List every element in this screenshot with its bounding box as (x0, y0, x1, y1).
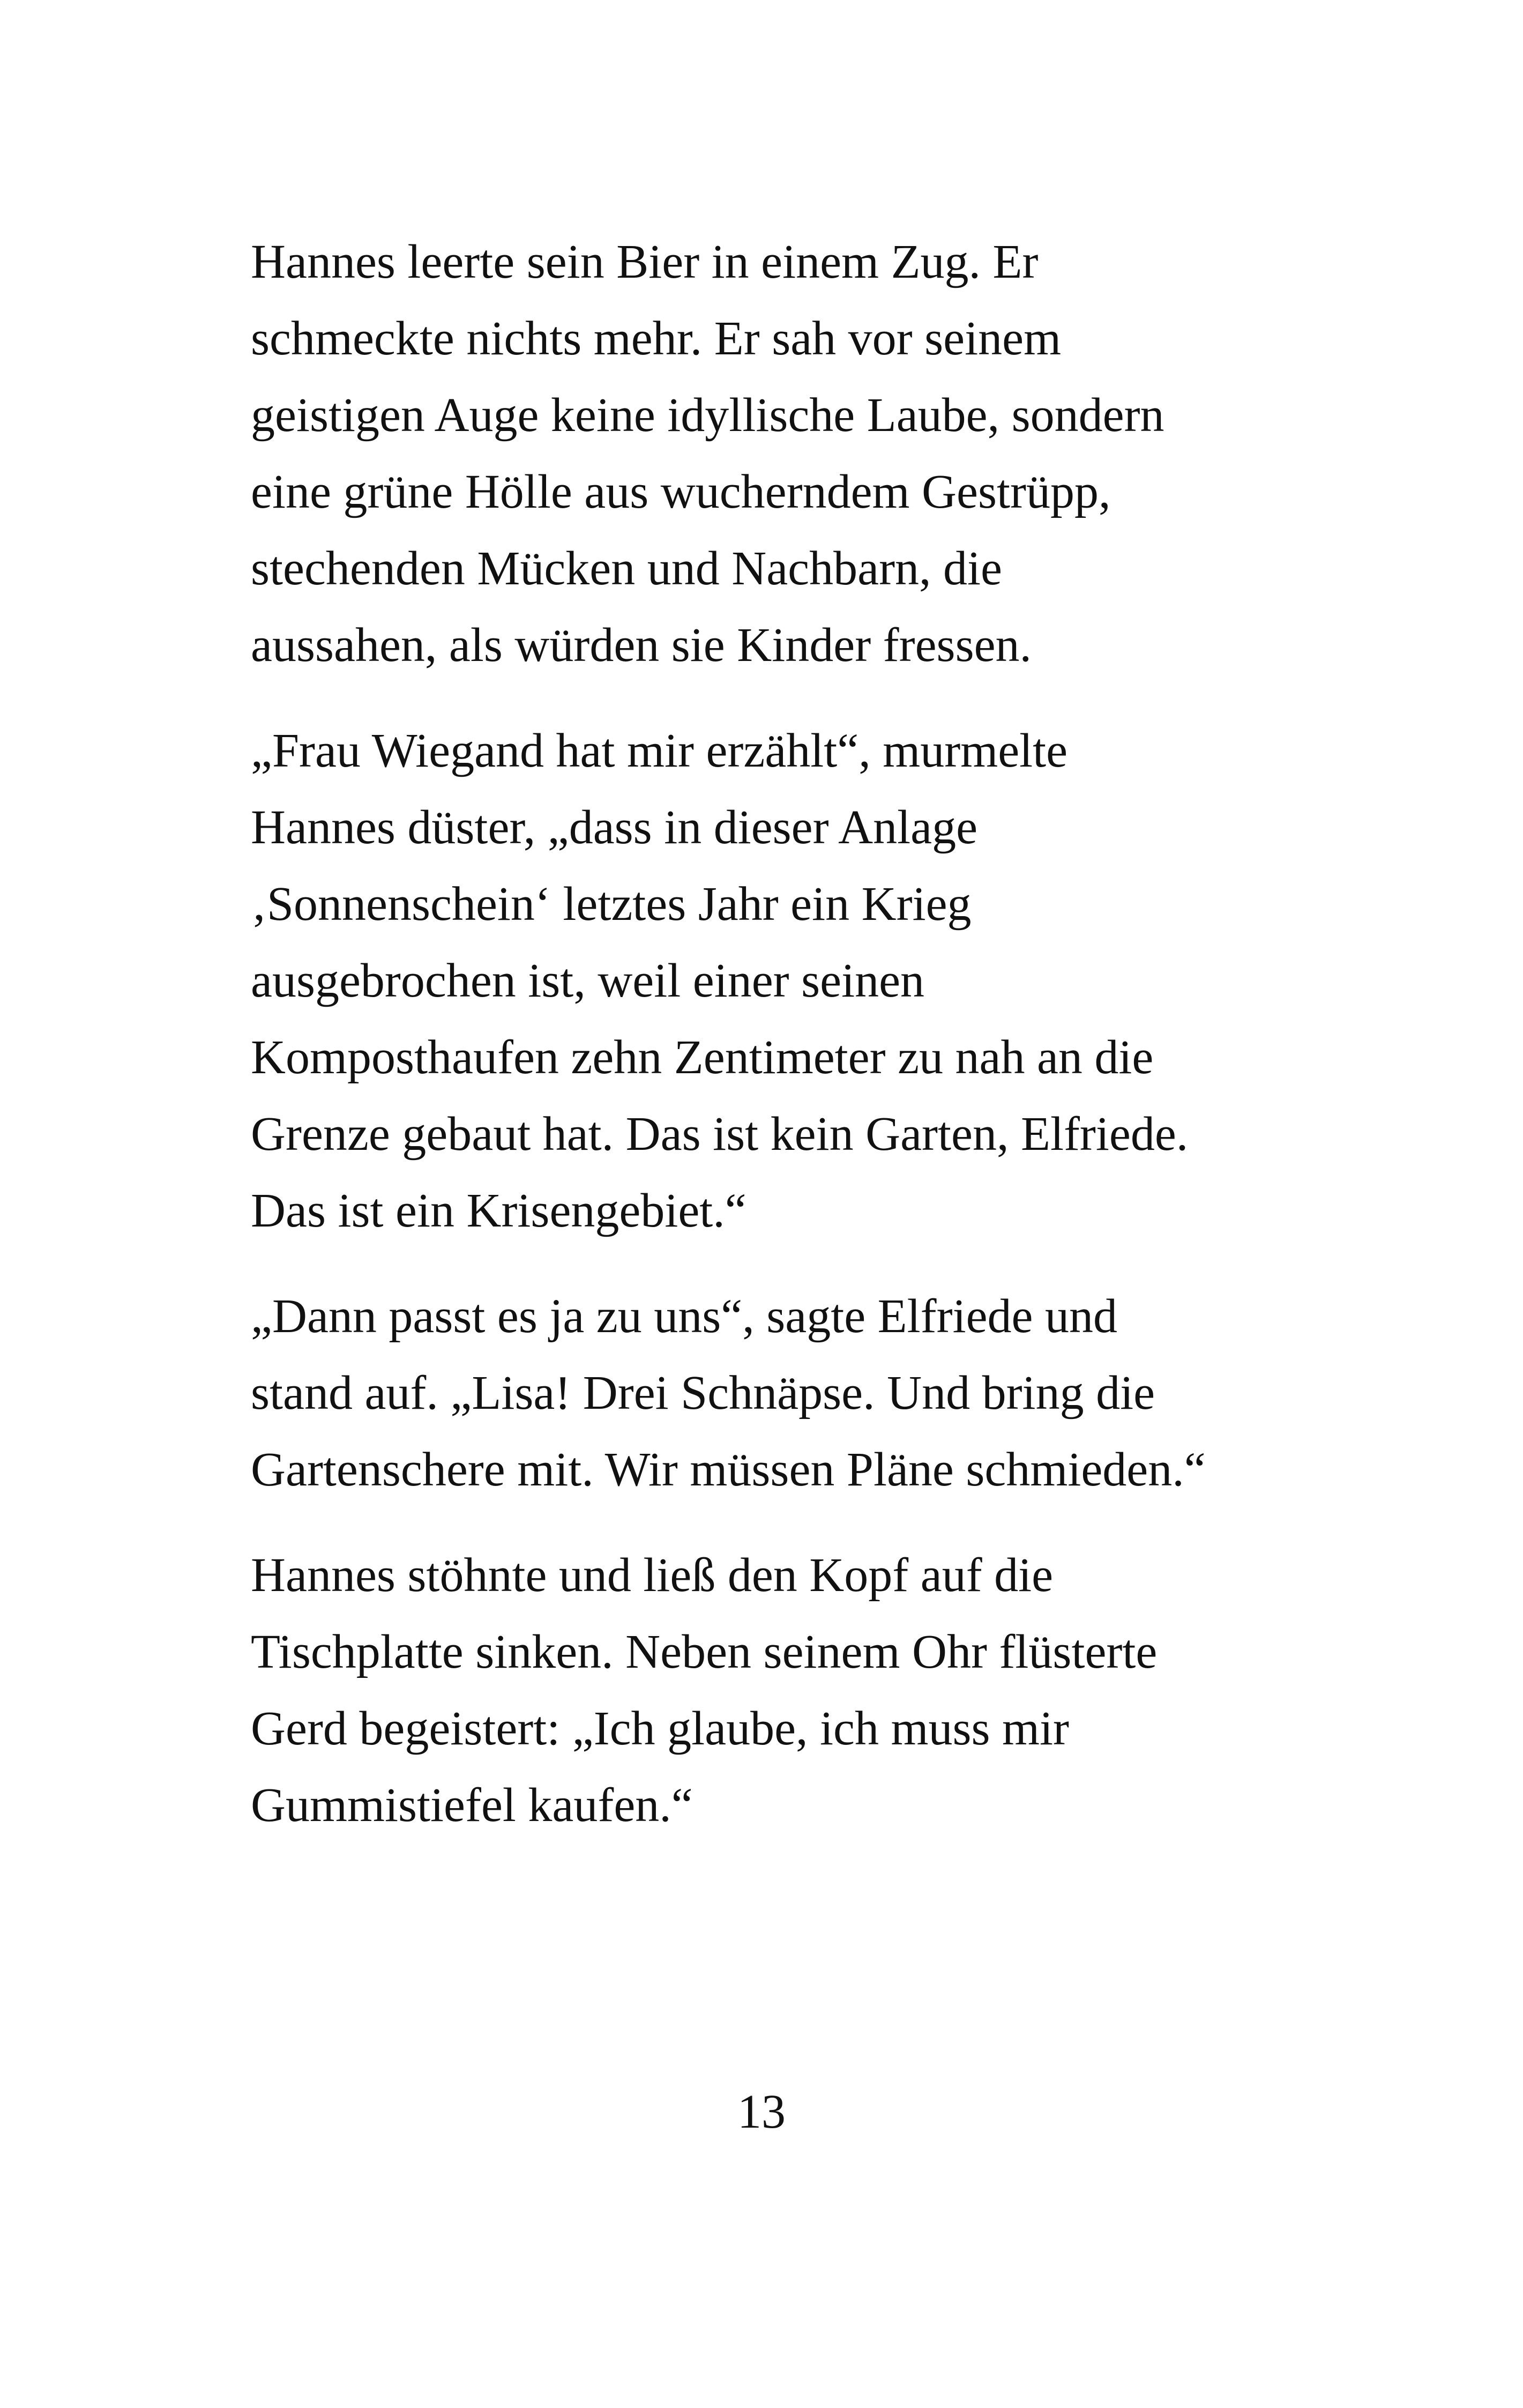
text-line: eine grüne Hölle aus wucherndem Gestrüpp, (251, 465, 1111, 518)
text-line: „Frau Wiegand hat mir erzählt“, murmelte (251, 724, 1068, 777)
paragraph-3 (251, 1278, 1323, 1508)
text-line: aussahen, als würden sie Kinder fressen. (251, 619, 1032, 672)
paragraph-1 (251, 224, 1323, 683)
text-line: Gartenschere mit. Wir müssen Pläne schmieden.“ (251, 1443, 1206, 1496)
text-line: geistigen Auge keine idyllische Laube, sondern (251, 389, 1164, 442)
text-line: ‚Sonnenschein‘ letztes Jahr ein Krieg (251, 878, 972, 931)
text-line: Komposthaufen zehn Zentimeter zu nah an die (251, 1031, 1154, 1084)
text-line: schmeckte nichts mehr. Er sah vor seinem (251, 312, 1062, 365)
text-line: stechenden Mücken und Nachbarn, die (251, 542, 1002, 595)
paragraph-2 (251, 712, 1323, 1249)
page-number: 13 (737, 2085, 786, 2138)
text-line: Hannes leerte sein Bier in einem Zug. Er (251, 235, 1039, 288)
text-line: Das ist ein Krisengebiet.“ (251, 1184, 746, 1237)
paragraph-4 (251, 1537, 1323, 1844)
text-line: Tischplatte sinken. Neben seinem Ohr flüsterte (251, 1625, 1158, 1678)
text-line: „Dann passt es ja zu uns“, sagte Elfriede und (251, 1290, 1117, 1343)
text-line: Hannes stöhnte und ließ den Kopf auf die (251, 1549, 1054, 1602)
text-line: Gerd begeistert: „Ich glaube, ich muss mir (251, 1702, 1070, 1755)
text-line: Gummistiefel kaufen.“ (251, 1779, 693, 1832)
text-line: ausgebrochen ist, weil einer seinen (251, 954, 925, 1007)
text-line: Hannes düster, „dass in dieser Anlage (251, 801, 978, 854)
text-line: stand auf. „Lisa! Drei Schnäpse. Und bring die (251, 1366, 1155, 1419)
body-text (251, 224, 1323, 1844)
text-line: Grenze gebaut hat. Das ist kein Garten, Elfriede. (251, 1108, 1189, 1161)
